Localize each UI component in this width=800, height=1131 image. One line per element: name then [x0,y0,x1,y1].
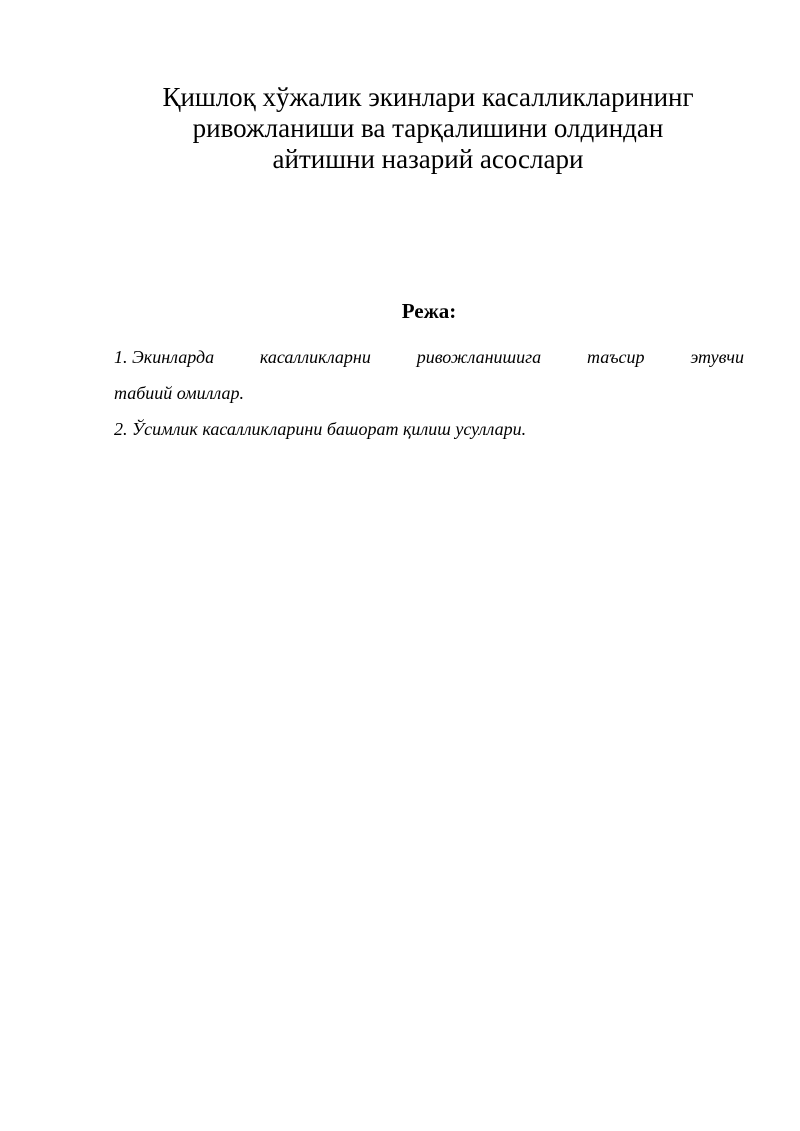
plan-item-word: таъсир [586,347,645,367]
plan-item-2 [114,411,744,447]
plan-item-2-line [114,411,744,447]
plan-item-word: ривожланишига [416,347,542,367]
plan-item-number: 1. [114,347,128,367]
plan-heading: Режа: [401,299,457,323]
plan-item-1-continuation: табиий омиллар. [114,383,244,403]
plan-item-1-lead [114,339,214,375]
plan-item-word: Экинларда [132,347,215,367]
plan-item-1 [114,339,744,411]
plan-list [114,339,744,447]
plan-item-word: этувчи [690,347,744,367]
title-line: ривожланиши ва тарқалишини олдиндан [192,113,664,143]
plan-item-word: касалликларни [259,347,371,367]
plan-item-2-text: Ўсимлик касалликларини башорат қилиш усуллари. [132,419,527,439]
plan-item-1-first-line [114,339,744,375]
document-title [100,82,756,175]
title-line: Қишлоқ хўжалик экинлари касалликларининг [162,82,694,112]
title-line: айтишни назарий асослари [272,144,584,174]
plan-item-number: 2. [114,419,128,439]
